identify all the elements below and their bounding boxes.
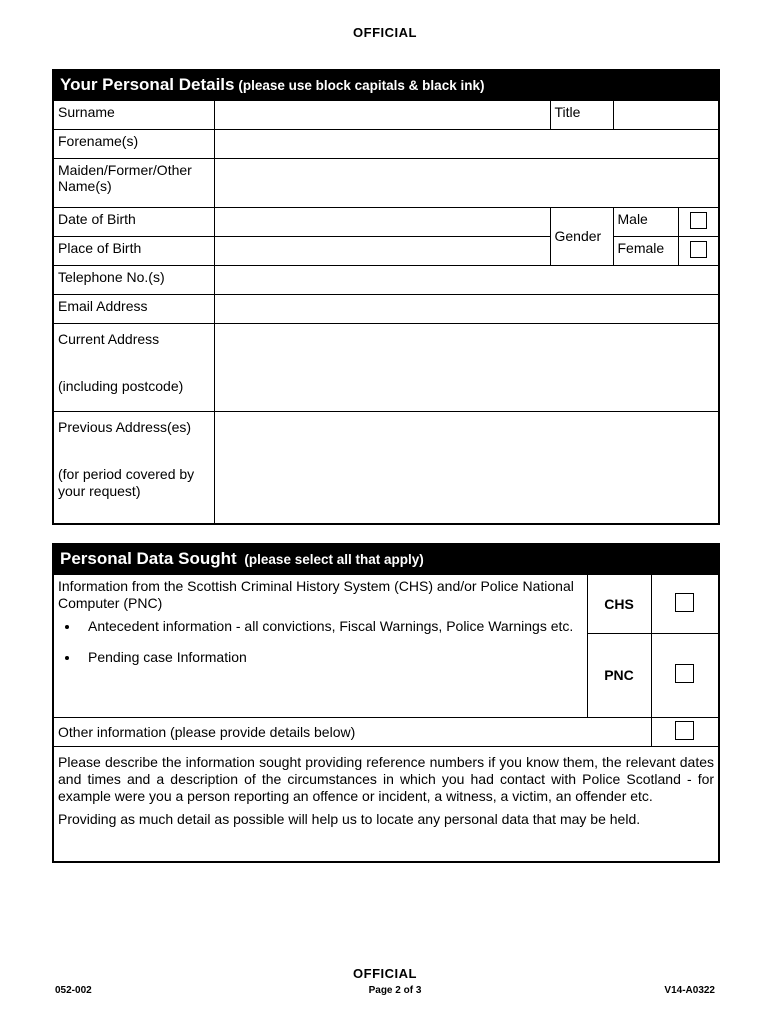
forenames-field[interactable] [214, 129, 719, 158]
other-checkbox-cell[interactable] [651, 717, 719, 746]
current-address-note: (including postcode) [58, 377, 184, 394]
male-checkbox-cell[interactable] [678, 207, 719, 236]
personal-details-subtitle: (please use block capitals & black ink) [238, 78, 485, 93]
pnc-label: PNC [587, 633, 651, 717]
gender-label: Gender [550, 207, 613, 265]
data-sought-header [53, 544, 719, 574]
official-footer: OFFICIAL [353, 966, 417, 981]
bullet-pending: • Pending case Information [80, 649, 583, 666]
current-address-field[interactable] [214, 323, 719, 411]
chs-pnc-info-cell [53, 574, 587, 717]
female-label: Female [613, 236, 678, 265]
maiden-name-field[interactable] [214, 158, 719, 207]
email-field[interactable] [214, 294, 719, 323]
title-field[interactable] [613, 100, 719, 129]
data-sought-subtitle: (please select all that apply) [244, 552, 424, 567]
personal-details-title: Your Personal Details [60, 75, 235, 94]
description-help: Providing as much detail as possible will help us to locate any personal data that may be held. [58, 810, 641, 827]
previous-address-note: (for period covered by your request) [58, 465, 195, 499]
chs-bullets [58, 618, 583, 666]
dob-label: Date of Birth [53, 207, 214, 236]
pnc-checkbox-cell[interactable] [651, 633, 719, 717]
data-sought-title: Personal Data Sought [60, 549, 237, 568]
female-checkbox[interactable] [690, 241, 707, 258]
chs-checkbox-cell[interactable] [651, 574, 719, 633]
pob-field[interactable] [214, 236, 550, 265]
other-info-label: Other information (please provide details below) [53, 717, 651, 746]
forenames-label: Forename(s) [53, 129, 214, 158]
chs-label: CHS [587, 574, 651, 633]
email-label: Email Address [53, 294, 214, 323]
previous-address-label-cell [53, 411, 214, 524]
previous-address-field[interactable] [214, 411, 719, 524]
official-header: OFFICIAL [353, 25, 417, 40]
surname-label: Surname [53, 100, 214, 129]
telephone-label: Telephone No.(s) [53, 265, 214, 294]
dob-field[interactable] [214, 207, 550, 236]
page-number: Page 2 of 3 [368, 985, 422, 996]
other-checkbox[interactable] [675, 721, 694, 740]
pnc-checkbox[interactable] [675, 664, 694, 683]
previous-address-label: Previous Address(es) [58, 418, 192, 435]
personal-data-sought-table [52, 543, 720, 863]
maiden-name-label: Maiden/Former/Other Name(s) [53, 158, 214, 207]
current-address-label: Current Address [58, 330, 160, 347]
personal-details-header [53, 70, 719, 100]
surname-field[interactable] [214, 100, 550, 129]
version-code: V14-A0322 [664, 985, 715, 996]
female-checkbox-cell[interactable] [678, 236, 719, 265]
chs-checkbox[interactable] [675, 593, 694, 612]
male-label: Male [613, 207, 678, 236]
chs-intro: Information from the Scottish Criminal History System (CHS) and/or Police National Computer (PNC) [58, 577, 574, 611]
telephone-field[interactable] [214, 265, 719, 294]
current-address-label-cell [53, 323, 214, 411]
personal-details-table [52, 69, 720, 525]
description-cell[interactable] [53, 746, 719, 862]
description-instructions: Please describe the information sought providing reference numbers if you know them, the relevant dates and times and a description of the circumstances in which you had contact with Police Scotland - for example were you a person reporting an offence or incident, a witness, a victim, an offender etc. [58, 753, 715, 804]
title-label: Title [550, 100, 613, 129]
pob-label: Place of Birth [53, 236, 214, 265]
form-code: 052-002 [55, 985, 92, 996]
bullet-antecedent: • Antecedent information - all convictions, Fiscal Warnings, Police Warnings etc. [80, 618, 583, 635]
male-checkbox[interactable] [690, 212, 707, 229]
